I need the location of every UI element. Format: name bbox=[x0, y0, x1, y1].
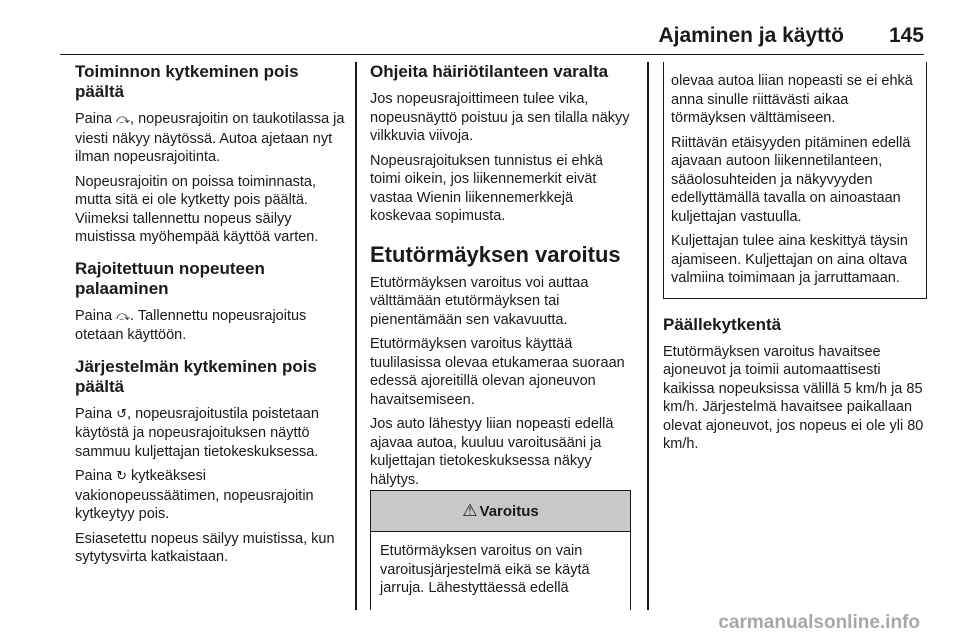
section-system-off bbox=[75, 357, 345, 567]
warning-title: Varoitus bbox=[479, 502, 539, 520]
paragraph bbox=[75, 467, 345, 524]
paragraph: Etutörmäyksen varoitus havaitsee ajoneuvot ja toimii automaattisesti kaikissa nopeuksissa välillä 5 km/h ja 85 km/h. Järjestelmä havaitsee paikallaan olevat ajoneuvot, jos nopeus ei ole yli 80 km/h. bbox=[663, 343, 924, 452]
section-heading: Ohjeita häiriötilanteen varalta bbox=[370, 62, 609, 81]
warning-header bbox=[371, 491, 630, 532]
paragraph: Nopeusrajoituksen tunnistus ei ehkä toimi oikein, jos liikennemerkit eivät vastaa Wienin liikennemerkkejä koskevaa sopimusta. bbox=[370, 152, 603, 224]
page-header bbox=[60, 18, 924, 55]
column-left bbox=[75, 62, 345, 579]
text: Paina bbox=[75, 405, 117, 422]
paragraph bbox=[75, 405, 345, 462]
text: Paina bbox=[75, 307, 117, 324]
section-resume bbox=[75, 259, 345, 345]
text: . Tallennettu nopeusrajoitus otetaan käyttöön. bbox=[75, 307, 307, 343]
paragraph bbox=[75, 110, 345, 167]
warning-box-continued bbox=[663, 62, 927, 299]
warning-icon: ⚠ bbox=[462, 501, 478, 521]
column-right bbox=[663, 62, 927, 466]
speed-limiter-icon: ↺ bbox=[116, 406, 128, 422]
watermark: carmanualsonline.info bbox=[718, 612, 920, 633]
text: kytkeäksesi vakionopeussäätimen, nopeusrajoitin kytkeytyy pois. bbox=[75, 468, 314, 522]
column-middle bbox=[370, 62, 632, 495]
text: , nopeusrajoitustila poistetaan käytöstä ja nopeusrajoituksen näyttö sammuu kuljettajan tietokeskuksessa. bbox=[75, 405, 319, 460]
text: Paina bbox=[75, 468, 117, 484]
paragraph: Kuljettajan tulee aina keskittyä täysin ajamiseen. Kuljettajan on aina oltava valmiina toimimaan ja jarruttamaan. bbox=[671, 233, 908, 286]
paragraph: Etutörmäyksen varoitus käyttää tuulilasissa olevaa etukameraa suoraan edessä ajoreitillä olevan ajoneuvon havaitsemiseen. bbox=[370, 336, 625, 408]
paragraph: Riittävän etäisyyden pitäminen edellä ajavaan autoon liikennetilanteen, sääolosuhteiden ja näkyvyyden edellyttämällä tavalla on ainoastaan kuljettajan vastuulla. bbox=[671, 134, 911, 225]
text: Paina bbox=[75, 111, 117, 127]
section-heading: Toiminnon kytkeminen pois päältä bbox=[75, 62, 299, 101]
page-number: 145 bbox=[888, 24, 924, 47]
section-activation bbox=[663, 315, 927, 454]
section-heading: Järjestelmän kytkeminen pois päältä bbox=[75, 356, 317, 396]
page-title: Ajaminen ja käyttö bbox=[658, 24, 844, 47]
paragraph: olevaa autoa liian nopeasti se ei ehkä anna sinulle riittävästi aikaa törmäyksen välttämiseen. bbox=[671, 73, 913, 126]
paragraph: Jos nopeusrajoittimeen tulee vika, nopeusnäyttö poistuu ja sen tilalla näkyy vilkkuvia viivoja. bbox=[370, 91, 630, 144]
cruise-control-icon: ↻ bbox=[116, 469, 128, 484]
column-divider bbox=[355, 62, 357, 610]
section-fault bbox=[370, 62, 632, 226]
warning-box bbox=[370, 490, 631, 610]
paragraph: Etutörmäyksen varoitus voi auttaa välttämään etutörmäyksen tai pienentämään sen vakavuutta. bbox=[370, 274, 589, 328]
paragraph: Jos auto lähestyy liian nopeasti edellä ajavaa autoa, kuuluu varoitusääni ja kuljettajan tietokeskuksessa näkyy hälytys. bbox=[370, 416, 614, 488]
section-heading: Päällekytkentä bbox=[663, 314, 782, 334]
column-divider bbox=[647, 62, 649, 610]
pause-icon: ⤼ bbox=[116, 112, 131, 127]
text: , nopeusrajoitin on taukotilassa ja viesti näkyy näytössä. Autoa ajetaan nyt ilman nopeusrajoitinta. bbox=[75, 111, 345, 165]
section-heading: Rajoitettuun nopeuteen palaaminen bbox=[75, 258, 265, 298]
paragraph: Esiasetettu nopeus säilyy muistissa, kun sytytysvirta katkaistaan. bbox=[75, 530, 335, 565]
section-turn-off bbox=[75, 62, 345, 247]
paragraph: Etutörmäyksen varoitus on vain varoitusjärjestelmä eikä se käytä jarruja. Lähestyttäessä edellä bbox=[380, 543, 590, 596]
chapter-heading: Etutörmäyksen varoitus bbox=[370, 241, 621, 267]
paragraph: Nopeusrajoitin on poissa toiminnasta, mutta sitä ei ole kytketty pois päältä. Viimeksi tallennettu nopeus säilyy muistissa myöhempää käyttöä varten. bbox=[75, 173, 319, 245]
warning-body bbox=[371, 532, 630, 598]
paragraph bbox=[75, 307, 345, 345]
resume-icon: ⤼ bbox=[116, 308, 131, 324]
